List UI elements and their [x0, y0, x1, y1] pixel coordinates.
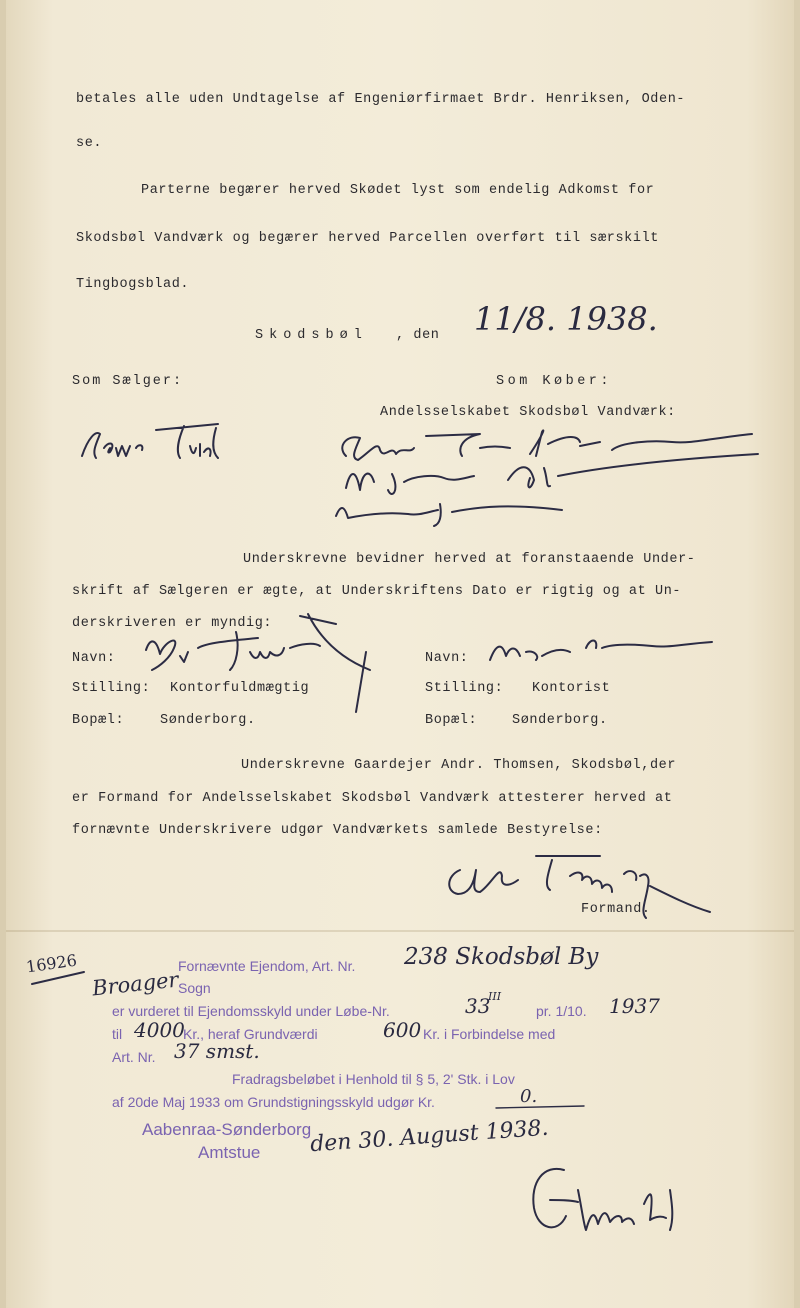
witness-name-label-1: Navn:	[72, 651, 116, 666]
body-line-3: Parterne begærer herved Skødet lyst som endelig Adkomst for	[141, 183, 655, 198]
buyer-name: Andelsselskabet Skodsbøl Vandværk:	[380, 405, 676, 420]
witness-residence-2: Sønderborg.	[512, 713, 608, 728]
stamp-line-4-amount: 4000	[134, 1018, 185, 1042]
stamp-line-2-hw: Broager	[90, 967, 180, 1001]
witness-position-label-1: Stilling:	[72, 681, 151, 696]
attest-line-2: er Formand for Andelsselskabet Skodsbøl Vandværk attesterer herved at	[72, 791, 673, 806]
place-name: Skodsbøl	[255, 328, 368, 343]
margin-underline	[30, 968, 90, 988]
official-signature	[520, 1160, 700, 1240]
stamp-line-3-sup: III	[488, 990, 502, 1003]
stamp-office-1: Aabenraa-Sønderborg	[142, 1120, 312, 1139]
stamp-line-3-year: 1937	[609, 994, 660, 1018]
witness-name-label-2: Navn:	[425, 651, 469, 666]
stamp-line-4-text: Kr., heraf Grundværdi	[183, 1026, 318, 1042]
stamp-line-4-til: til	[112, 1026, 123, 1042]
stamp-line-5-hw: 37 smst.	[174, 1039, 260, 1063]
witness-line-1: Underskrevne bevidner herved at foranstaaende Under-	[243, 552, 696, 567]
body-line-1: betales alle uden Undtagelse af Engeniørfirmaet Brdr. Henriksen, Oden-	[76, 92, 686, 107]
witness-residence-label-1: Bopæl:	[72, 713, 125, 728]
witness-residence-label-2: Bopæl:	[425, 713, 478, 728]
stamp-line-3-text: er vurderet til Ejendomsskyld under Løbe-Nr.	[112, 1003, 390, 1019]
stamp-line-1-text: Fornævnte Ejendom, Art. Nr.	[178, 958, 356, 974]
stamp-line-3-hw: 33	[465, 994, 491, 1018]
witness-residence-1: Sønderborg.	[160, 713, 256, 728]
body-line-2: se.	[76, 136, 103, 151]
witness-signature-1	[140, 608, 400, 718]
stamp-line-7-underline	[494, 1102, 594, 1112]
stamp-office-2: Amtstue	[198, 1143, 261, 1162]
chairman-signature	[440, 846, 720, 916]
stamp-line-6-text: Fradragsbeløbet i Henhold til § 5, 2' Stk. i Lov	[232, 1071, 515, 1087]
buyer-label: Som Køber:	[496, 374, 613, 389]
seller-label: Som Sælger:	[72, 374, 184, 389]
attest-line-1: Underskrevne Gaardejer Andr. Thomsen, Skodsbøl,der	[241, 758, 677, 773]
attest-line-3: fornævnte Underskrivere udgør Vandværkets samlede Bestyrelse:	[72, 823, 603, 838]
handwritten-date: 11/8. 1938.	[474, 300, 658, 338]
body-line-4: Skodsbøl Vandværk og begærer herved Parcellen overført til særskilt	[76, 231, 659, 246]
stamp-date-hw: den 30. August 1938.	[309, 1115, 550, 1158]
witness-position-2: Kontorist	[532, 681, 611, 696]
stamp-line-7-text: af 20de Maj 1933 om Grundstigningsskyld udgør Kr.	[112, 1094, 435, 1110]
margin-number: 16926	[24, 950, 78, 977]
buyer-signatures	[330, 420, 770, 530]
witness-position-1: Kontorfuldmægtig	[170, 681, 310, 696]
witness-signature-2	[486, 630, 726, 670]
paper-fold	[6, 930, 794, 932]
stamp-line-3-date-text: pr. 1/10.	[536, 1003, 587, 1019]
body-line-5: Tingbogsblad.	[76, 277, 190, 292]
place-den: , den	[396, 328, 440, 343]
witness-line-3: derskriveren er myndig:	[72, 616, 273, 631]
seller-signature	[78, 418, 238, 468]
chairman-label: Formand.	[581, 902, 651, 917]
stamp-line-4-ground: 600	[383, 1018, 422, 1042]
stamp-line-5-text: Art. Nr.	[112, 1049, 156, 1065]
stamp-line-2-text: Sogn	[178, 980, 211, 996]
stamp-line-7-hw: 0.	[520, 1086, 538, 1107]
witness-position-label-2: Stilling:	[425, 681, 504, 696]
witness-line-2: skrift af Sælgeren er ægte, at Underskriftens Dato er rigtig og at Un-	[72, 584, 682, 599]
stamp-line-1-hw: 238 Skodsbøl By	[404, 944, 599, 970]
stamp-line-4-text-2: Kr. i Forbindelse med	[423, 1026, 556, 1042]
